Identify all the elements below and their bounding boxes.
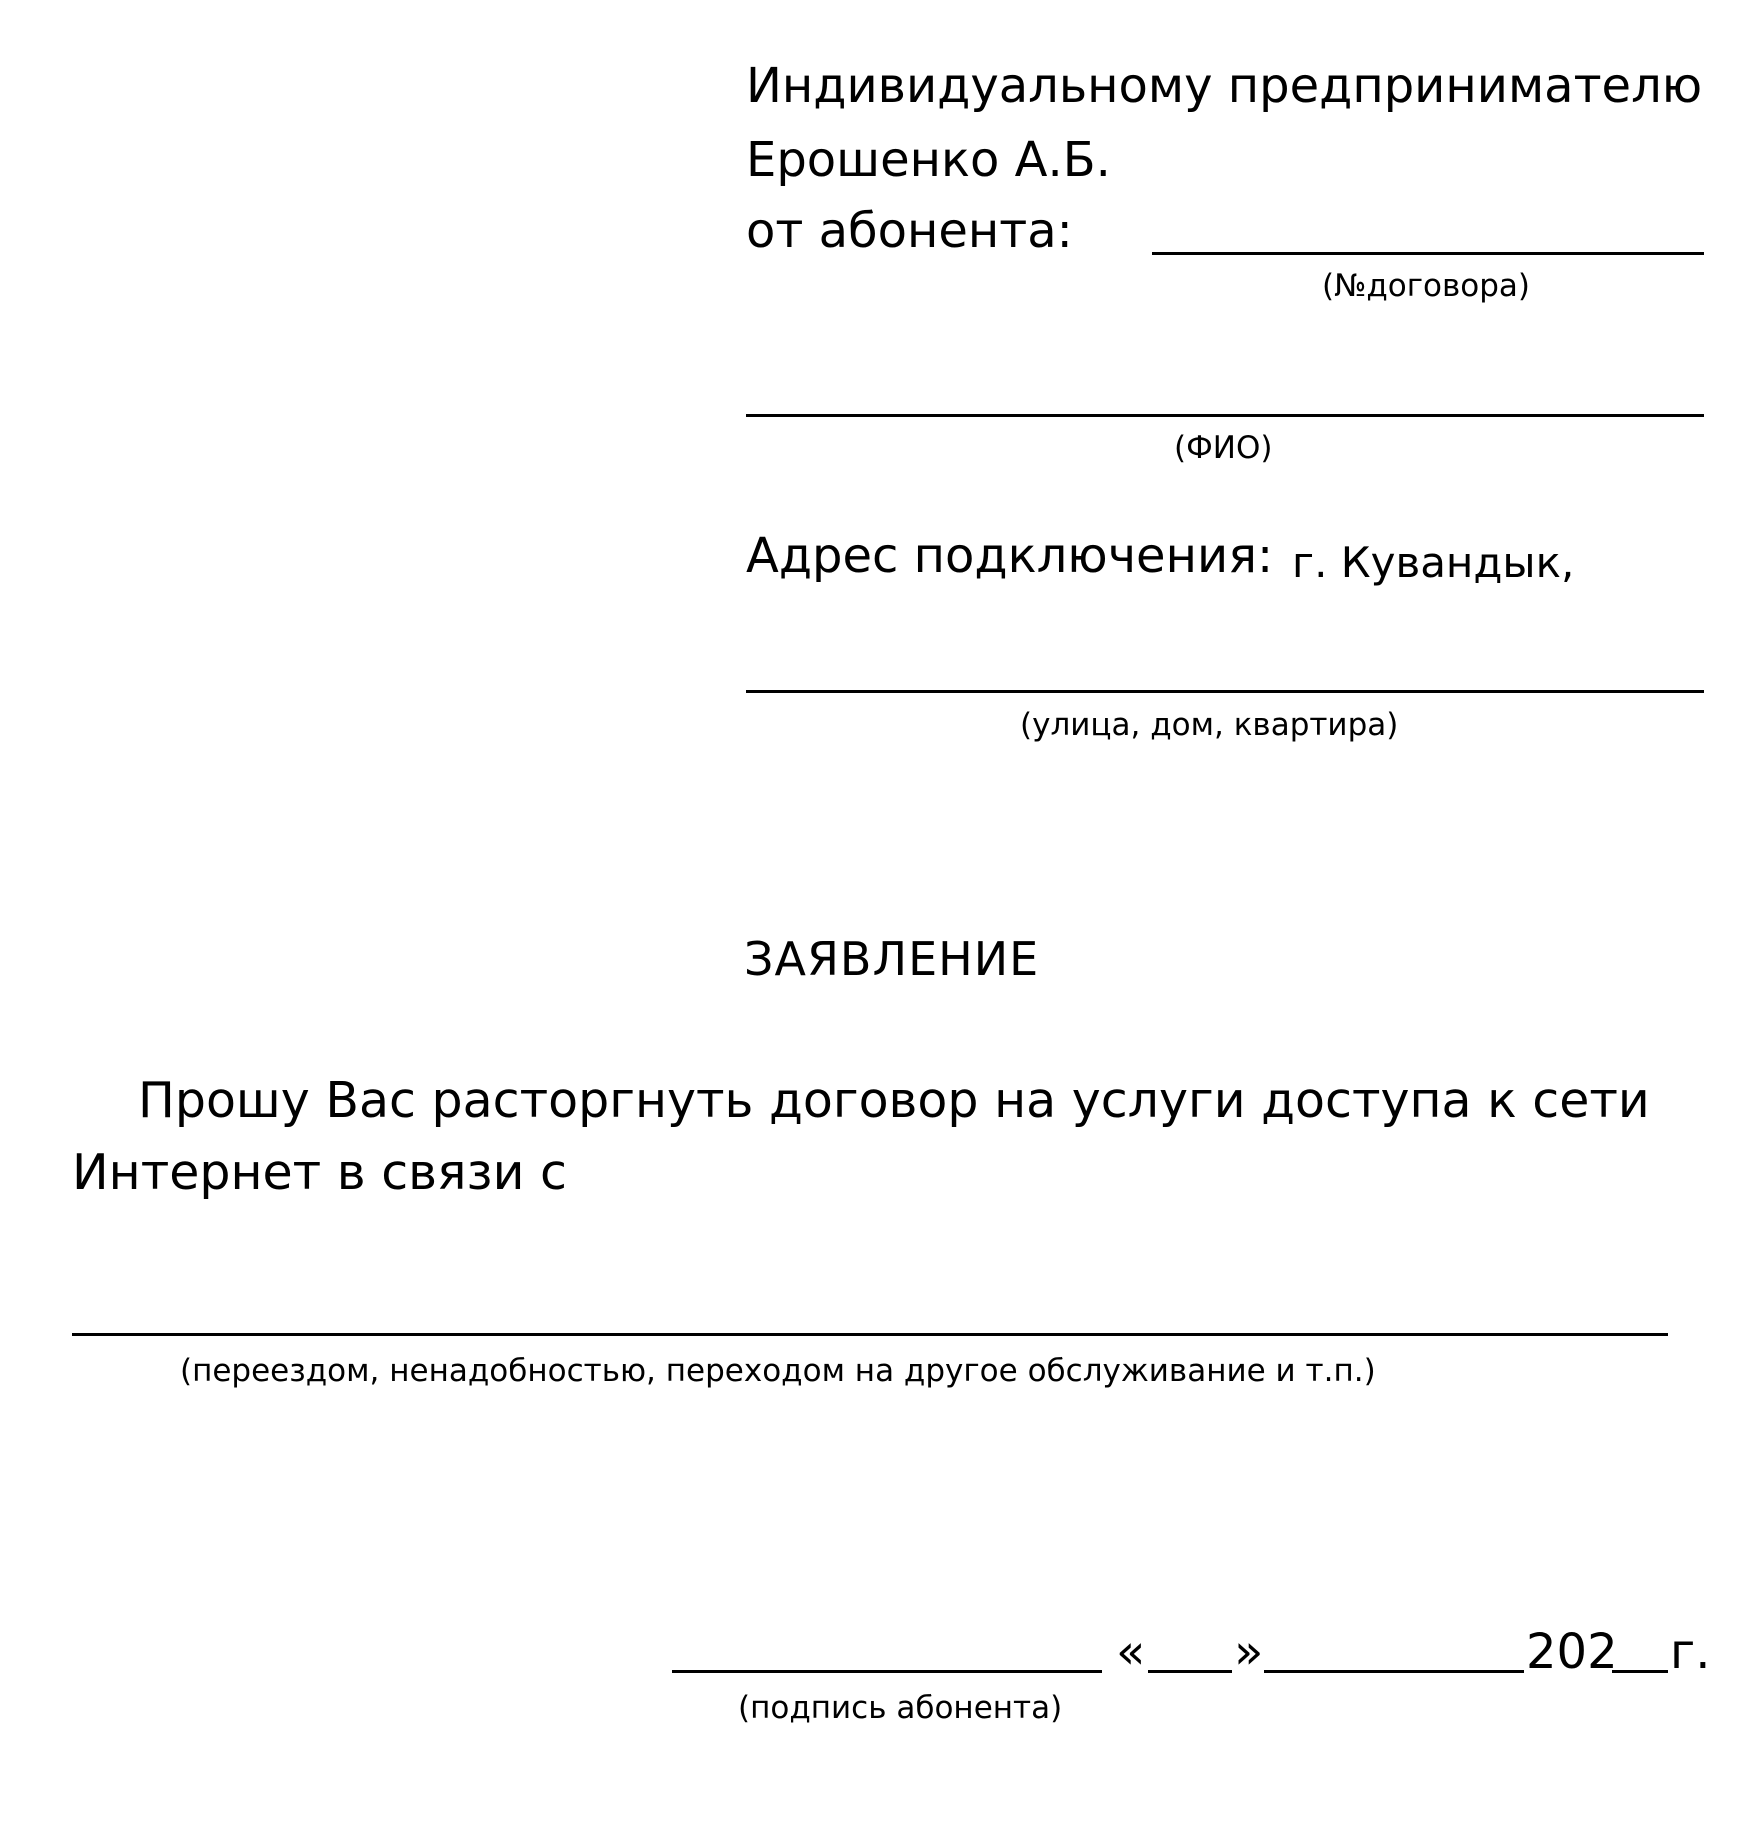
contract-number-field[interactable] bbox=[1152, 252, 1704, 255]
signature-caption: (подпись абонента) bbox=[738, 1690, 1063, 1726]
document-title: ЗАЯВЛЕНИЕ bbox=[744, 932, 1040, 986]
reason-caption: (переездом, ненадобностью, переходом на другое обслуживание и т.п.) bbox=[180, 1353, 1376, 1389]
signature-field[interactable] bbox=[672, 1670, 1102, 1673]
address-caption: (улица, дом, квартира) bbox=[1020, 707, 1399, 743]
reason-field[interactable] bbox=[72, 1333, 1668, 1336]
address-city: г. Кувандык, bbox=[1292, 538, 1575, 587]
date-month-field[interactable] bbox=[1264, 1670, 1524, 1673]
date-year-suffix: г. bbox=[1670, 1624, 1711, 1680]
addressee-line-2: Ерошенко А.Б. bbox=[746, 132, 1111, 188]
date-open-quote: « bbox=[1116, 1624, 1146, 1680]
date-close-quote: » bbox=[1234, 1624, 1264, 1680]
date-year-prefix: 202 bbox=[1526, 1624, 1618, 1680]
body-line-1: Прошу Вас расторгнуть договор на услуги доступа к сети bbox=[138, 1072, 1650, 1129]
addressee-line-1: Индивидуальному предпринимателю bbox=[746, 58, 1703, 114]
address-label: Адрес подключения: bbox=[746, 528, 1274, 584]
body-line-2: Интернет в связи с bbox=[72, 1144, 567, 1201]
fio-field[interactable] bbox=[746, 414, 1704, 417]
fio-caption: (ФИО) bbox=[1174, 430, 1273, 466]
address-field[interactable] bbox=[746, 690, 1704, 693]
contract-number-caption: (№договора) bbox=[1322, 268, 1530, 304]
from-subscriber-label: от абонента: bbox=[746, 203, 1073, 259]
date-year-field[interactable] bbox=[1612, 1670, 1668, 1673]
date-day-field[interactable] bbox=[1148, 1670, 1232, 1673]
